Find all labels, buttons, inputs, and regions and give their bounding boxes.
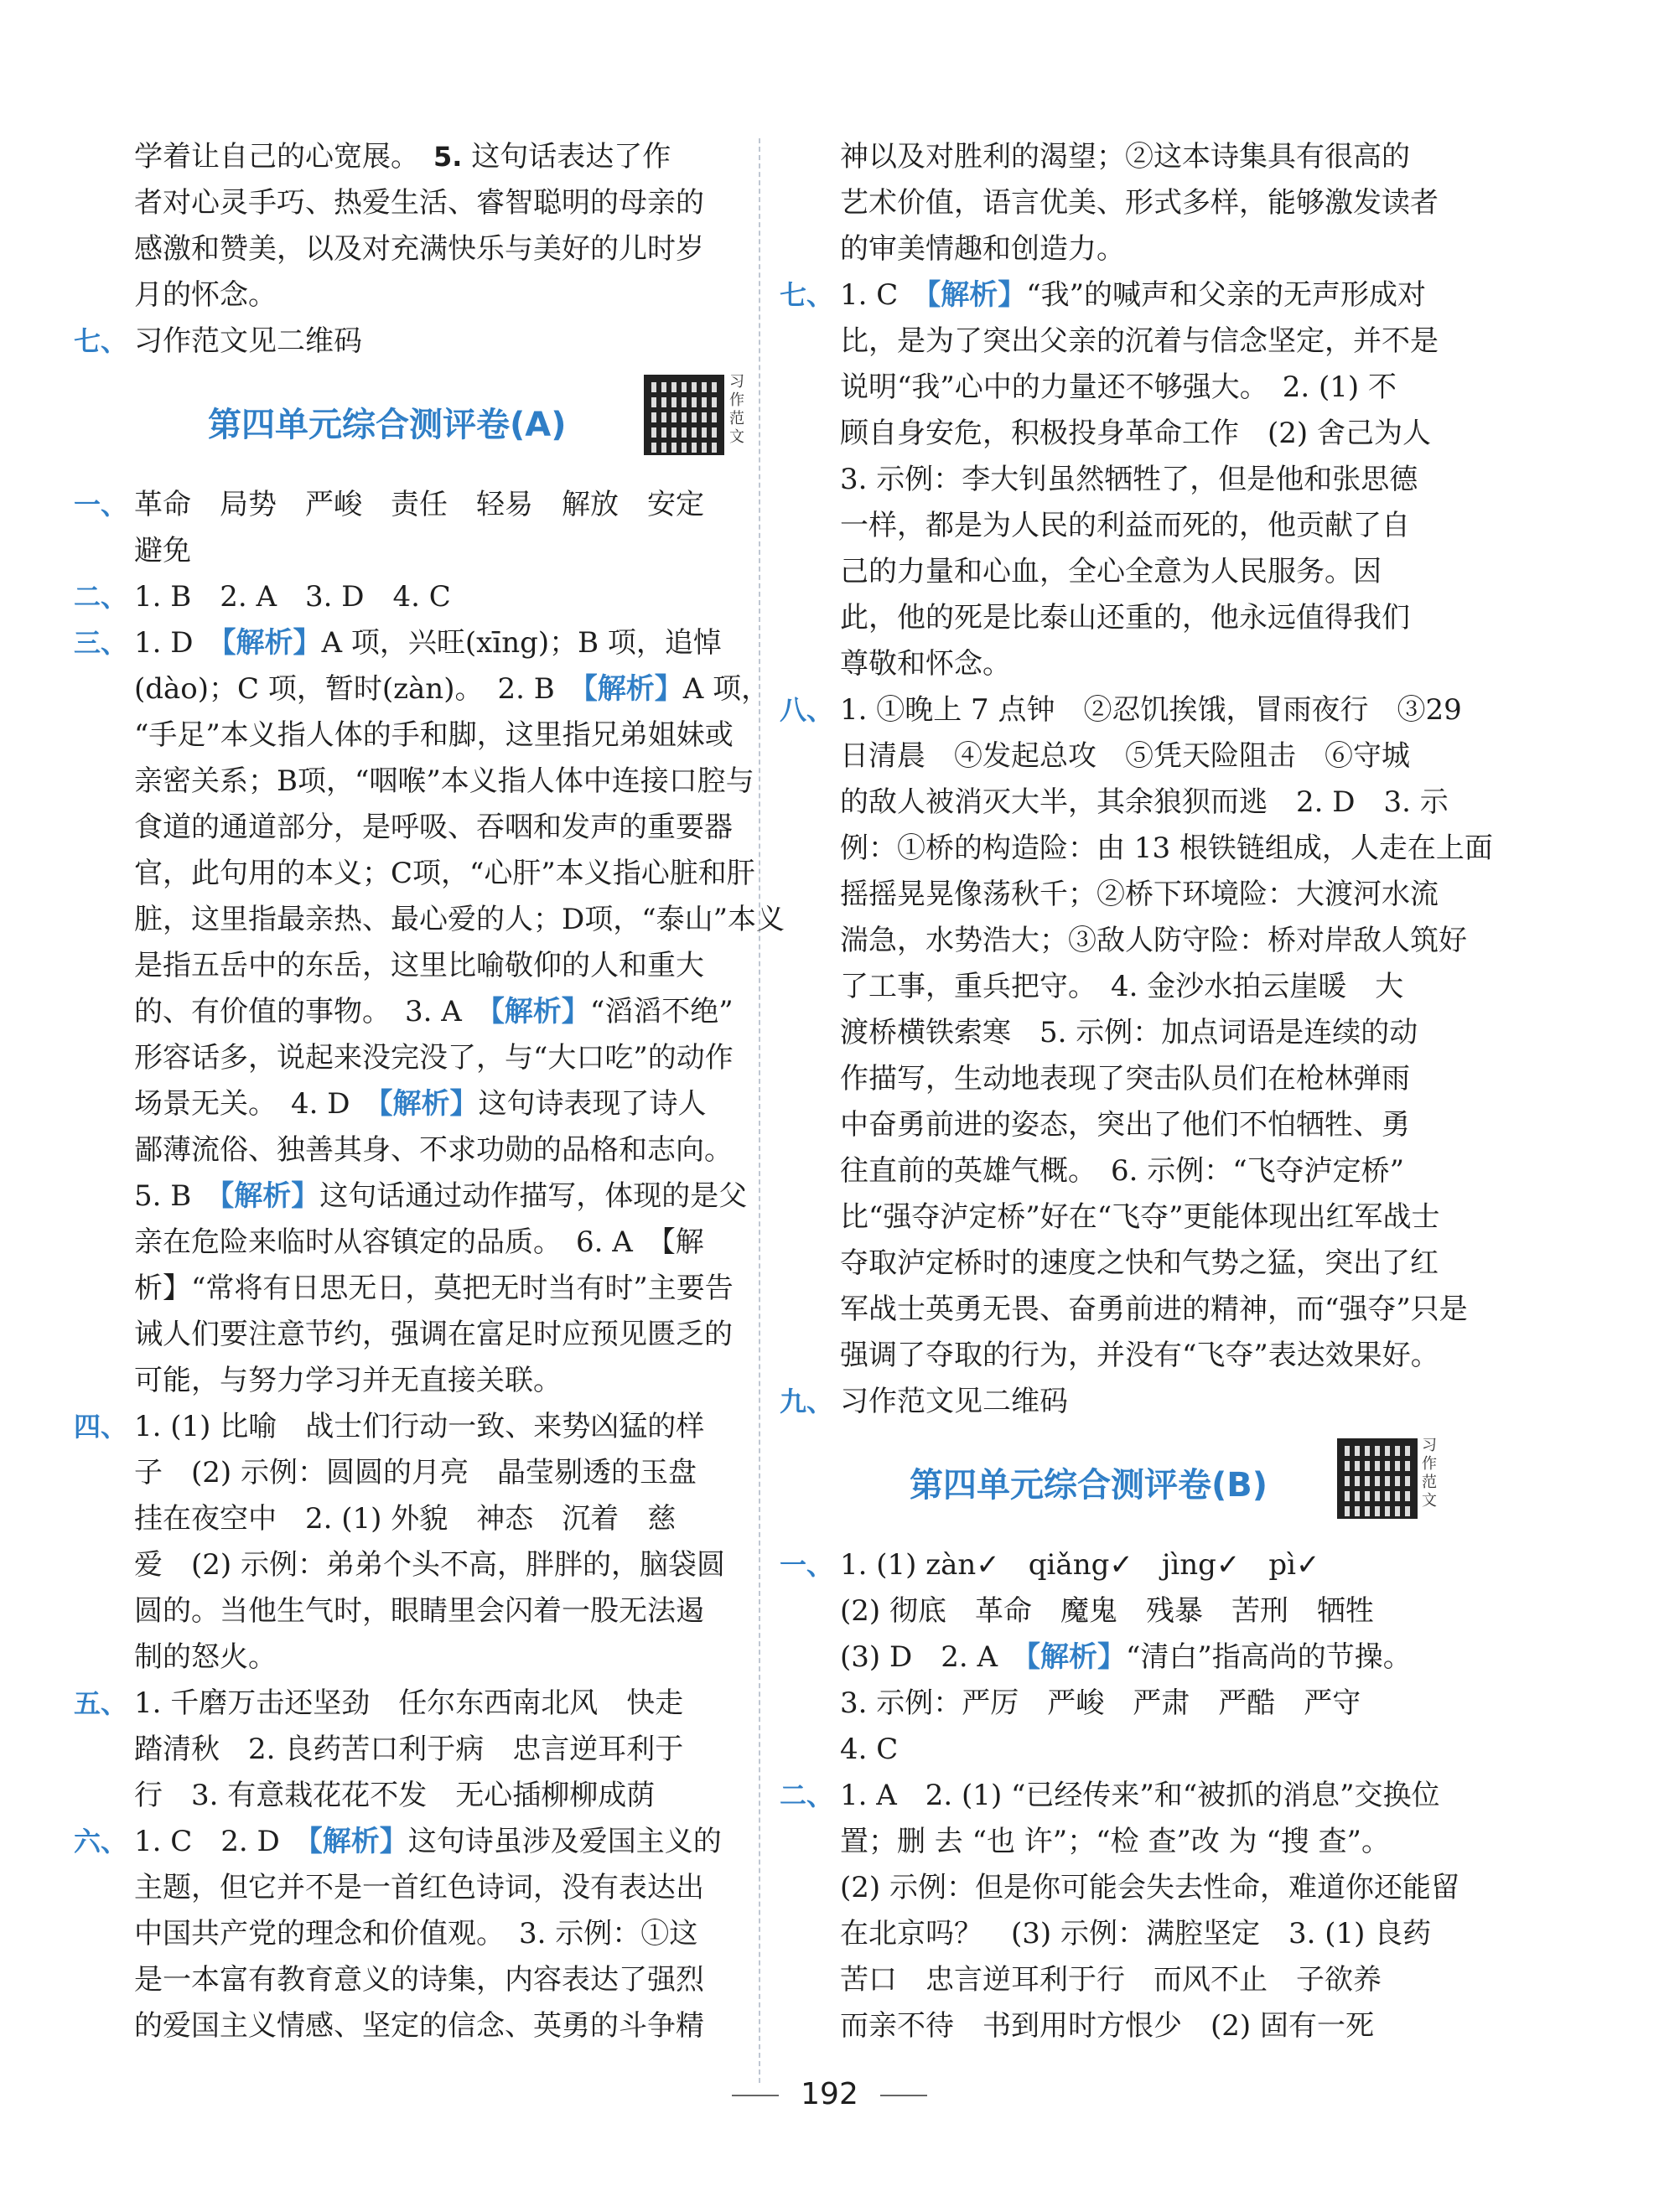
answer-a5: 五、 1. 千磨万击还坚劲 任尔东西南北风 快走 踏清秋 2. 良药苦口利于病 忠言逆耳利于 行 3. 有意栽花花不发 无心插柳柳成荫 xyxy=(74,1681,761,1819)
unit4b-title: 第四单元综合测评卷(B) xyxy=(910,1466,1268,1505)
text-line: 一样，都是为人民的利益而死的，他贡献了自 xyxy=(840,509,1410,542)
text-line: 1. C 2. D 【解析】这句诗虽涉及爱国主义的 xyxy=(134,1825,722,1858)
text-line: 亲在危险来临时从容镇定的品质。 6. A 【解 xyxy=(134,1225,704,1259)
text-line: 诫人们要注意节约，强调在富足时应预见匮乏的 xyxy=(134,1318,733,1351)
text-line: 摇摇晃晃像荡秋千；②桥下环境险：大渡河水流 xyxy=(840,878,1439,911)
text-line: 避免 xyxy=(134,534,191,567)
text-line: 中奋勇前进的姿态，突出了他们不怕牺牲、勇 xyxy=(840,1108,1410,1142)
text-line: 5. B 【解析】这句话通过动作描写，体现的是父 xyxy=(134,1179,748,1213)
text-line: 比“强夺泸定桥”好在“飞夺”更能体现出红军战士 xyxy=(840,1200,1440,1234)
answer-a4: 四、 1. (1) 比喻 战士们行动一致、来势凶猛的样 子 (2) 示例：圆圆的月亮 晶莹剔透的玉盘 挂在夜空中 2. (1) 外貌 神态 沉着 慈 爱 (2) 示例：弟弟个头不高，胖胖的，脑袋圆 圆的。当他生气时，眼睛里会闪着一股无法遏 制的怒火。 xyxy=(74,1404,761,1681)
text-line: 可能，与努力学习并无直接关联。 xyxy=(134,1364,562,1397)
text-line: 己的力量和心血，全心全意为人民服务。因 xyxy=(840,555,1382,588)
text-line: 日清晨 ④发起总攻 ⑤凭天险阻击 ⑥守城 xyxy=(840,739,1410,773)
text-line: 爱 (2) 示例：弟弟个头不高，胖胖的，脑袋圆 xyxy=(134,1548,725,1582)
section-7: 七、 习作范文见二维码 xyxy=(74,324,362,358)
page-number: 192 xyxy=(0,2077,1659,2111)
text-line: 子 (2) 示例：圆圆的月亮 晶莹剔透的玉盘 xyxy=(134,1456,697,1489)
text-line: 作描写，生动地表现了突击队员们在枪林弹雨 xyxy=(840,1062,1410,1096)
text-line: 的审美情趣和创造力。 xyxy=(840,232,1125,266)
text-line: 鄙薄流俗、独善其身、不求功勋的品格和志向。 xyxy=(134,1133,733,1167)
text-line: 挂在夜空中 2. (1) 外貌 神态 沉着 慈 xyxy=(134,1502,677,1536)
text-line: 1. A 2. (1) “已经传来”和“被抓的消息”交换位 xyxy=(840,1779,1440,1812)
qr-caption: 习作范文 xyxy=(729,373,744,446)
unit4a-title-block xyxy=(74,365,761,482)
text-line: 是指五岳中的东岳，这里比喻敬仰的人和重大 xyxy=(134,949,704,982)
text-line: 圆的。当他生气时，眼睛里会闪着一股无法遏 xyxy=(134,1594,704,1628)
text-line: 学着让自己的心宽展。 5. 这句话表达了作 xyxy=(134,140,671,174)
text-line: 湍急，水势浩大；③敌人防守险：桥对岸敌人筑好 xyxy=(840,924,1467,957)
qr-caption: 习作范文 xyxy=(1422,1437,1437,1510)
text-line: 军战士英勇无畏、奋勇前进的精神，而“强夺”只是 xyxy=(840,1292,1468,1326)
qr-code-icon[interactable] xyxy=(1337,1438,1418,1519)
text-line: 1. C 【解析】“我”的喊声和父亲的无声形成对 xyxy=(840,278,1427,312)
answer-section-9: 九、 习作范文见二维码 xyxy=(780,1385,1068,1418)
answer-a1: 一、 革命 局势 严峻 责任 轻易 解放 安定 xyxy=(74,488,704,521)
text-line: 渡桥横铁索寒 5. 示例：加点词语是连续的动 xyxy=(840,1016,1418,1049)
text-line: 1. D 【解析】A 项，兴旺(xīng)；B 项，追悼 xyxy=(134,626,722,660)
left-column xyxy=(74,134,785,2049)
answer-a6: 六、 1. C 2. D 【解析】这句诗虽涉及爱国主义的 主题，但它并不是一首红色诗词，没有表达出 中国共产党的理念和价值观。 3. 示例：①这 是一本富有教育意义的诗集，内容表达了强烈 的爱国主义情感、坚定的信念、英勇的斗争精 xyxy=(74,1819,761,2049)
text-line: 行 3. 有意栽花花不发 无心插柳柳成荫 xyxy=(134,1779,656,1812)
answer-a2: 二、 1. B 2. A 3. D 4. C xyxy=(74,580,451,614)
text-line: 此，他的死是比泰山还重的，他永远值得我们 xyxy=(840,601,1410,635)
text-line: (3) D 2. A 【解析】“清白”指高尚的节操。 xyxy=(840,1640,1412,1674)
text-line: 苦口 忠言逆耳利于行 而风不止 子欲养 xyxy=(840,1963,1382,1997)
text-line: 顾自身安危，积极投身革命工作 (2) 舍己为人 xyxy=(840,417,1431,450)
text-line: 夺取泸定桥时的速度之快和气势之猛，突出了红 xyxy=(840,1246,1439,1280)
text-line: 中国共产党的理念和价值观。 3. 示例：①这 xyxy=(134,1917,698,1950)
right-column xyxy=(780,134,1493,2049)
text-line: 3. 示例：严厉 严峻 严肃 严酷 严守 xyxy=(840,1686,1361,1720)
text-line: 析】“常将有日思无日，莫把无时当有时”主要告 xyxy=(134,1272,734,1305)
text-line: “手足”本义指人体的手和脚，这里指兄弟姐妹或 xyxy=(134,718,734,752)
answer-a3: 三、 1. D 【解析】A 项，兴旺(xīng)；B 项，追悼 (dào)；C 项，暂时(zàn)。 2. B 【解析】A 项， “手足”本义指人体的手和脚，这里指兄弟姐妹或 亲密关系；B项，“咽喉”本义指人体中连接口腔与 食道的通道部分，是呼吸、吞咽和发声的重要器 官，此句用的本义；C项，“心肝”本义指心脏和肝 脏，这里指最亲热、最心爱的人；D项，“泰山”本义 是指五岳中的东岳，这里比喻敬仰的人和重大 的、有价值的事物。 3. A 【解析】“滔滔不绝” 形容话多，说起来没完没了，与“大口吃”的动作 场景无关。 4. D 【解析】这句诗表现了诗人 鄙薄流俗、独善其身、不求功勋的品格和志向。 5. B 【解析】这句话通过动作描写，体现的是父 亲在危险来临时从容镇定的品质。 6. A 【解 析】“常将有日思无日，莫把无时当有时”主要告 诫人们要注意节约，强调在富足时应预见匮乏的 可能，与努力学习并无直接关联。 xyxy=(74,620,761,1404)
text-line: 神以及对胜利的渴望；②这本诗集具有很高的 xyxy=(840,140,1410,174)
text-line: 1. ①晚上 7 点钟 ②忍饥挨饿，冒雨夜行 ③29 xyxy=(840,693,1462,727)
text-line: 的爱国主义情感、坚定的信念、英勇的斗争精 xyxy=(134,2009,704,2043)
text-line: 了工事，重兵把守。 4. 金沙水拍云崖暖 大 xyxy=(840,970,1404,1003)
text-line: 在北京吗？ (3) 示例：满腔坚定 3. (1) 良药 xyxy=(840,1917,1432,1950)
text-line: 而亲不待 书到用时方恨少 (2) 固有一死 xyxy=(840,2009,1374,2043)
text-line: 置；删 去 “也 许”；“检 查”改 为 “搜 查”。 xyxy=(840,1825,1390,1858)
text-line: 说明“我”心中的力量还不够强大。 2. (1) 不 xyxy=(840,370,1397,404)
text-line: 的、有价值的事物。 3. A 【解析】“滔滔不绝” xyxy=(134,995,734,1028)
unit4b-title-block xyxy=(780,1425,1467,1542)
text-line: 的敌人被消灭大半，其余狼狈而逃 2. D 3. 示 xyxy=(840,785,1449,819)
text-line: (dào)；C 项，暂时(zàn)。 2. B 【解析】A 项， xyxy=(134,672,770,706)
text-line: 月的怀念。 xyxy=(134,278,277,312)
text-line: 官，此句用的本义；C项，“心肝”本义指心脏和肝 xyxy=(134,857,755,890)
text-line: 亲密关系；B项，“咽喉”本义指人体中连接口腔与 xyxy=(134,764,754,798)
text-line: 脏，这里指最亲热、最心爱的人；D项，“泰山”本义 xyxy=(134,903,785,936)
text-line: 踏清秋 2. 良药苦口利于病 忠言逆耳利于 xyxy=(134,1733,684,1766)
text-line: 往直前的英雄气概。 6. 示例：“飞夺泸定桥” xyxy=(840,1154,1405,1188)
text-line: 3. 示例：李大钊虽然牺牲了，但是他和张思德 xyxy=(840,463,1418,496)
text-line: 者对心灵手巧、热爱生活、睿智聪明的母亲的 xyxy=(134,186,704,220)
text-line: 食道的通道部分，是呼吸、吞咽和发声的重要器 xyxy=(134,811,733,844)
text-line: 是一本富有教育意义的诗集，内容表达了强烈 xyxy=(134,1963,704,1997)
text-line: 主题，但它并不是一首红色诗词，没有表达出 xyxy=(134,1871,704,1904)
answer-section-7: 七、 1. C 【解析】“我”的喊声和父亲的无声形成对 比，是为了突出父亲的沉着与信念坚定，并不是 说明“我”心中的力量还不够强大。 2. (1) 不 顾自身安危，积极投身革命工作 (2) 舍己为人 3. 示例：李大钊虽然牺牲了，但是他和张思德 一样，都是为人民的利益而死的，他贡献了自 己的力量和心血，全心全意为人民服务。因 此，他的死是比泰山还重的，他永远值得我们 尊敬和怀念。 xyxy=(780,272,1467,687)
text-line: 例：①桥的构造险：由 13 根铁链组成，人走在上面 xyxy=(840,831,1493,865)
unit4a-title: 第四单元综合测评卷(A) xyxy=(208,406,567,444)
text-line: 场景无关。 4. D 【解析】这句诗表现了诗人 xyxy=(134,1087,707,1121)
text-line: 形容话多，说起来没完没了，与“大口吃”的动作 xyxy=(134,1041,734,1075)
answer-b2: 二、 1. A 2. (1) “已经传来”和“被抓的消息”交换位 置；删 去 “也 许”；“检 查”改 为 “搜 查”。 (2) 示例：但是你可能会失去性命，难道你还能留 在北京吗？ (3) 示例：满腔坚定 3. (1) 良药 苦口 忠言逆耳利于行 而风不止 子欲养 而亲不待 书到用时方恨少 (2) 固有一死 xyxy=(780,1773,1467,2049)
text-line: (2) 彻底 革命 魔鬼 残暴 苦刑 牺牲 xyxy=(840,1594,1374,1628)
text-line: 4. C xyxy=(840,1733,899,1766)
text-line: 1. (1) zàn✓ qiǎng✓ jìng✓ pì✓ xyxy=(840,1548,1320,1582)
text-line: 比，是为了突出父亲的沉着与信念坚定，并不是 xyxy=(840,324,1439,358)
answer-b1: 一、 1. (1) zàn✓ qiǎng✓ jìng✓ pì✓ (2) 彻底 革命 魔鬼 残暴 苦刑 牺牲 (3) D 2. A 【解析】“清白”指高尚的节操。 3. 示例：严厉 严峻 严肃 严酷 严守 4. C xyxy=(780,1542,1467,1773)
text-line: (2) 示例：但是你可能会失去性命，难道你还能留 xyxy=(840,1871,1459,1904)
answer-section-8: 八、 1. ①晚上 7 点钟 ②忍饥挨饿，冒雨夜行 ③29 日清晨 ④发起总攻 ⑤凭天险阻击 ⑥守城 的敌人被消灭大半，其余狼狈而逃 2. D 3. 示 例：①桥的构造险：由 13 根铁链组成，人走在上面 摇摇晃晃像荡秋千；②桥下环境险：大渡河水流 湍急，水势浩大；③敌人防守险：桥对岸敌人筑好 了工事，重兵把守。 4. 金沙水拍云崖暖 大 渡桥横铁索寒 5. 示例：加点词语是连续的动 作描写，生动地表现了突击队员们在枪林弹雨 中奋勇前进的姿态，突出了他们不怕牺牲、勇 往直前的英雄气概。 6. 示例：“飞夺泸定桥” 比“强夺泸定桥”好在“飞夺”更能体现出红军战士 夺取泸定桥时的速度之快和气势之猛，突出了红 军战士英勇无畏、奋勇前进的精神，而“强夺”只是 强调了夺取的行为，并没有“飞夺”表达效果好。 xyxy=(780,687,1467,1379)
text-line: 强调了夺取的行为，并没有“飞夺”表达效果好。 xyxy=(840,1339,1439,1372)
text-line: 艺术价值，语言优美、形式多样，能够激发读者 xyxy=(840,186,1439,220)
text-line: 感激和赞美，以及对充满快乐与美好的儿时岁 xyxy=(134,232,704,266)
text-line: 1. (1) 比喻 战士们行动一致、来势凶猛的样 xyxy=(134,1410,705,1443)
text-line: 制的怒火。 xyxy=(134,1640,277,1674)
text-line: 1. 千磨万击还坚劲 任尔东西南北风 快走 xyxy=(134,1686,684,1720)
qr-code-icon[interactable] xyxy=(644,375,724,455)
text-line: 尊敬和怀念。 xyxy=(840,647,1011,681)
